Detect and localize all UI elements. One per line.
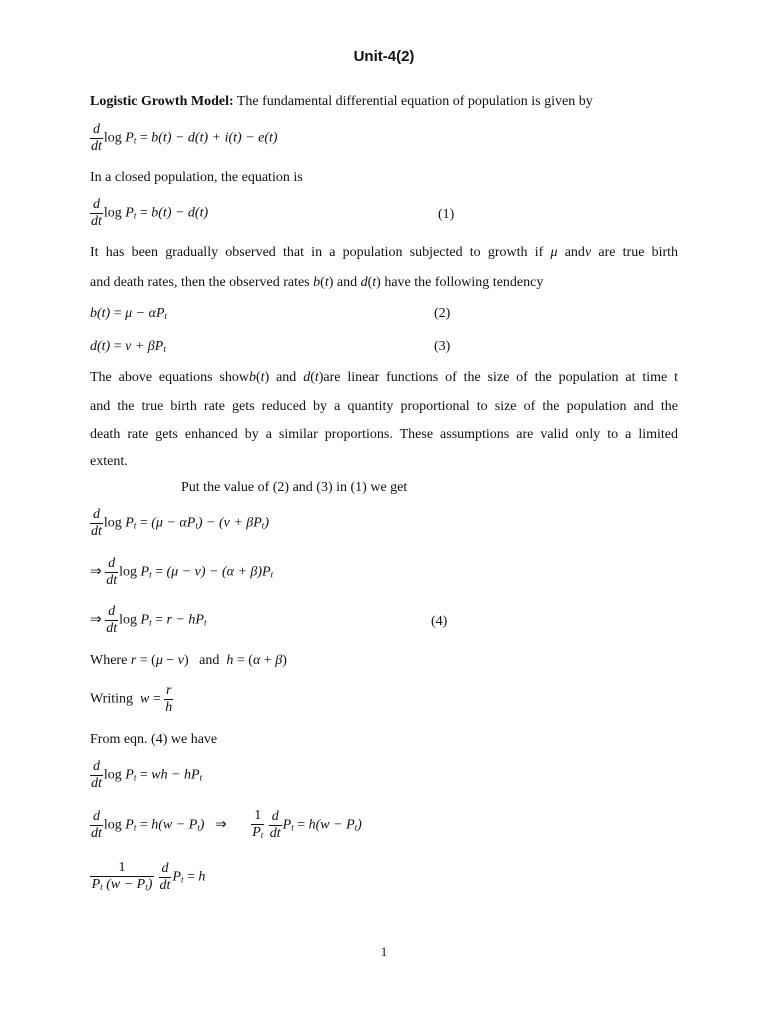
put-value-text: Put the value of (2) and (3) in (1) we get [181, 480, 408, 495]
equation-number-4: (4) [431, 614, 448, 629]
page-number: 1 [380, 944, 388, 959]
equation-4: ⇒ $\frac{d}{dt}$ $\log P_t = r - hP_t$ [90, 604, 207, 636]
above-line-1: The above equations showb(t) and d(t)are linear functions of the size of the population at time t [90, 370, 679, 385]
equation-number-3: (3) [434, 339, 451, 354]
equation-substituted: $\frac{d}{dt}$ $\log P_t = (\mu - \alpha P_t) - (\nu + \beta P_t)$ [91, 507, 269, 539]
intro-text: The fundamental differential equation of population is given by [233, 94, 593, 109]
page-title: Unit-4(2) [353, 48, 415, 65]
where-line: Where r = (μ − ν) and h = (α + β) [90, 653, 287, 668]
equation-combined: ⇒ $\frac{d}{dt}$ $\log P_t = (\mu - \nu) - (\alpha + \beta)P_t$ [90, 556, 274, 588]
above-line-4: extent. [90, 454, 128, 469]
intro-paragraph [90, 94, 593, 110]
closed-population-text: In a closed population, the equation is [90, 170, 303, 185]
observed-line-1: It has been gradually observed that in a population subjected to growth if μ andν are true birth [90, 245, 679, 260]
observed-line-2: and death rates, then the observed rates b(t) and d(t) have the following tendency [90, 275, 544, 290]
section-heading: Logistic Growth Model: [90, 94, 234, 109]
above-line-2: and the true birth rate gets reduced by a quantity proportional to size of the population and the [90, 399, 678, 414]
equation-factored: $\frac{d}{dt}$ $\log P_t = h(w - P_t)$ ⇒ $\frac{1}{P_t}$ $\frac{d}{dt}$ $P_t = h(w - P_t)$ [91, 808, 362, 841]
equation-separated: $\frac{1}{P_t (w - P_t)}$ $\frac{d}{dt}$ $P_t = h$ [91, 860, 206, 893]
equation-fundamental: $\frac{d}{dt}$ $\log P_t = b(t) - d(t) + i(t) - e(t)$ [91, 122, 278, 154]
equation-number-2: (2) [434, 306, 451, 321]
writing-line: Writing w = $\frac{r}{h}$ [90, 683, 173, 715]
equation-wh: $\frac{d}{dt}$ $\log P_t$ = wh − $hP_t$ [91, 759, 203, 791]
from-eqn-text: From eqn. (4) we have [90, 732, 218, 747]
above-line-3: death rate gets enhanced by a similar proportions. These assumptions are valid only to a limited [90, 427, 678, 442]
equation-1: $\frac{d}{dt}$ $\log P_t = b(t) - d(t)$ [91, 197, 209, 229]
equation-3: $d(t) = \nu + \beta P_t$ [90, 339, 166, 354]
equation-2: $b(t) = \mu - \alpha P_t$ [90, 306, 168, 321]
equation-number-1: (1) [438, 207, 455, 222]
